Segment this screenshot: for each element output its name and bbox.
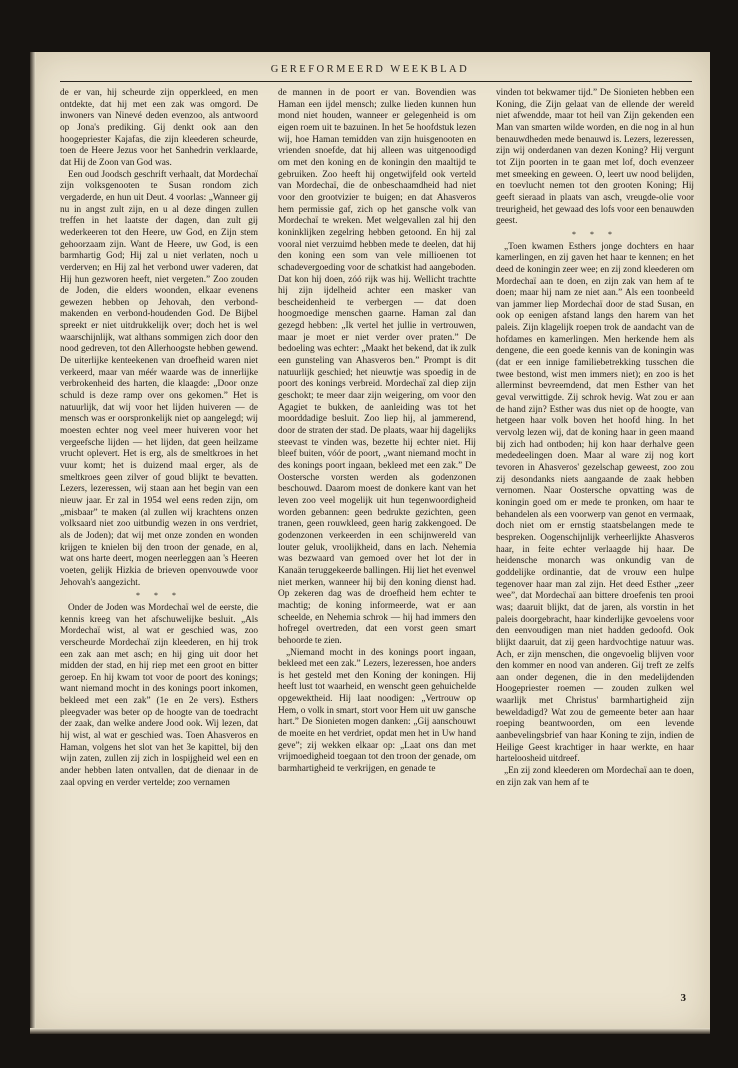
paragraph: de er van, hij scheurde zijn opperkleed, en men ontdekte, dat hij met een zak was omgord. De inwoners van Ninevé deden evenzoo, als antwoord op Jona's prediking. Gij denkt ook aan den hoogepriester Kajafas, die zijn kleederen scheurde, toen de Heere Jezus voor het Sanhedrin verklaarde, dat Hij de Zoon van God was. [60, 88, 258, 168]
text-column-1 [60, 88, 258, 993]
paragraph: „En zij zond kleederen om Mordechaï aan te doen, en zijn zak van hem af te [496, 766, 694, 788]
page-bottom-shadow [30, 1028, 710, 1034]
paragraph: „Niemand mocht in des konings poort ingaan, bekleed met een zak.” Lezers, lezeressen, hoe anders is het gesteld met den Koning der koningen. Hij heeft lust tot waarheid, en wenscht geen gehuichelde opgewektheid. Hij laat noodigen: „Vertrouw op Hem, o volk in smart, stort voor Hem uit uw gansche hart.” De Sionieten mogen danken: „Gij aanschouwt de moeite en het verdriet, opdat men het in Uw hand geve”; zij wekken elkaar op: „Laat ons dan met vrijmoedigheid toegaan tot den troon der genade, om barmhartigheid te verkrijgen, en genade te [278, 647, 476, 775]
newspaper-page [30, 52, 710, 1034]
paragraph: vinden tot bekwamer tijd.” De Sionieten hebben een Koning, die Zijn gelaat van de ellende der wereld niet afwendde, maar tot heil van Zijn gekenden een Man van smarten wilde worden, en die nog in al hun benauwdheden mede benauwd is. Lezers, lezeressen, zijn wij onderdanen van dezen Koning? Hij vergunt tot Zijn poorten in te gaan met lof, doch evenzeer met smeeking en geween. O, leert uw nood belijden, en toevlucht nemen tot den grooten Koning; Hij geeft sieraad in plaats van asch, vreugde-olie voor treurigheid, het gewaad des lofs voor een benauwden geest. [496, 88, 694, 227]
section-separator: * * * [572, 229, 618, 239]
section-separator: * * * [136, 591, 182, 601]
page-number: 3 [680, 992, 686, 1004]
page-edge-shadow [30, 52, 36, 1034]
paragraph: Een oud Joodsch geschrift verhaalt, dat Mordechaï zijn volksgenooten te Susan rondom zich vergaderde, en hun uit Deut. 4 voorlas: „Wanneer gij nu in angst zult zijn, en u al deze dingen zullen treffen in het laatste der dagen, dan zult gij wederkeeren tot den Heere, uw God, en Zijn stem gehoorzaam zijn. Want de Heere, uw God, is een barmhartig God; Hij zal u niet verlaten, noch u verderven; en Hij zal het verbond uwer vaderen, dat Hij hun gezworen heeft, niet vergeten.” Zoo zouden de Joden, die elders woonden, elkaar evenens gewezen hebben op Jehovah, den verbond-makenden en verbond-houdenden God. De Bijbel spreekt er niet uitdrukkelijk over; doch het is wel waarschijnlijk, wat althans sommigen zich door den nood gedreven, tot den Allerhoogste hebben gewend. De uiterlijke kenteekenen van droefheid waren niet verkeerd, maar van méér waarde was de innerlijke verbrokenheid des harten, die klaagde: „Door onze schuld is deze ramp over ons gekomen.” Het is natuurlijk, dat wij voor het lijden huiveren — de mensch was er oorspronkelijk niet op aangelegd; wij moesten echter nog veel meer huiveren voor het vergeefsche lijden — het lijden, dat geen heilzame vrucht oplevert. Het is erg, als de smeltkroes in het vuur komt; het is duizend maal erger, als de smeltkroes geen zilver of goud blijkt te bevatten. Lezers, lezeressen, wij staan aan het begin van een nieuw jaar. Er zal in 1954 wel eens reden zijn, om „misbaar” te maken (al zullen wij krachtens onzen volksaard niet zoo uitbundig wezen in ons verdriet, als de Joden); dat wij met onze zonden en wonden krijgen te knielen bij den troon der genade, en al, wat ons harte deert, mogen neerleggen aan 's Heeren voeten, gelijk Hizkia de brieven openvouwde voor Jehovah's aangezicht. [60, 169, 258, 588]
text-column-2 [278, 88, 476, 993]
paragraph: „Toen kwamen Esthers jonge dochters en haar kamerlingen, en zij gaven het haar te kennen; en het deed de koningin zeer wee; en zij zond kleederen om Mordechaï aan te doen, en zijn zak van hem af te doen; maar hij nam ze niet aan.” Als een toonbeeld van jammer liep Mordechaï door de stad Susan, en ook op eenigen afstand langs den harem van het paleis. Zijn klagelijk roepen trok de aandacht van de hofdames en kamerlingen. Men herkende hem als dengene, die een goede kennis van de koningin was (dat er een innige familiebetrekking tusschen die twee bestond, wist men immers niet); en zoo is het allerminst bevreemdend, dat men Esther van het geval verwittigde. Zij schrok hevig. Wat zou er aan de hand zijn? Esther was dus niet op de hoogte, van hetgeen haar volk boven het hoofd hing. In het vervolg lezen wij, dat de koning haar in geen maand bij zich had ontboden; hij kon haar derhalve geen mededeelingen doen. Maar al ware zij nog kort tevoren in Ahasveros' gezelschap geweest, zoo zou zij desondanks niets aangaande de zaak hebben vernomen. Naar Oostersche opvatting was de koningin goed om er mede te pronken, om haar te behandelen als een voorwerp van genot en vermaak, doch niet om er ernstig staatsbelangen mede te bespreken. Oogenschijnlijk verheerlijkte Ahasveros haar, in feite echter verlaagde hij haar. De heidensche monarch was onkundig van de goddelijke ordinantie, dat de vrouw een hulpe tegenover haar man zal zijn. Het deed Esther „zeer wee”, dat Mordechaï aan bittere droefenis ten prooi was; daaruit blijkt, dat de jaren, als vorstin in het paleis doorgebracht, haar kinderlijke gevoelens voor den eenvoudigen man niet hadden gedoofd. Ook blijkt daaruit, dat zij geen hardvochtige natuur was. Ach, er zijn menschen, die ongevoelig blijven voor den kommer en nood van anderen. Gij treft ze zelfs aan onder degenen, die in den medelijdenden Hoogepriester roemen — zouden zulken wel waarlijk met Christus' barmhartigheid zijn beweldadigd? Wat zou de gemeente beter aan haar roeping beantwoorden, om een levende aanbevelingsbrief van haar Koning te zijn, indien de Heilige Geest krachtiger in haar werkte, en haar harteloosheid uitdreef. [496, 241, 694, 765]
paragraph: Onder de Joden was Mordechaï wel de eerste, die kennis kreeg van het afschuwelijke besluit. „Als Mordechaï wist, al wat er geschied was, zoo verscheurde Mordechaï zijn kleederen, en hij trok een zak aan met asch; en hij ging uit door het midden der stad, en hij riep met een groot en bitter geroep. En hij kwam tot voor de poort des konings; want niemand mocht in des konings poort inkomen, bekleed met een zak” (1e en 2e vers). Esthers pleegvader was beter op de hoogte van de toedracht der zaak, dan welke andere Jood ook. Wij lezen, dat hij wist, al wat er geschied was. Toen Ahasveros en Haman, volgens het slot van het 3e kapittel, bij den wijn zaten, zullen zij zich in lospijgheid wel een en ander hebben laten ontvallen, dat de dienaar in de zaal opving en verder vertelde; zoo vernamen [60, 602, 258, 788]
page-header: GEREFORMEERD WEEKBLAD [270, 64, 470, 75]
text-column-3 [496, 88, 694, 968]
header-rule [60, 81, 692, 82]
paragraph: de mannen in de poort er van. Bovendien was Haman een ijdel mensch; zulke lieden kunnen hun mond niet houden, wanneer er gelegenheid is om eigen roem uit te bazuinen. In het 5e hoofdstuk lezen wij, hoe Haman temidden van zijn huisgenooten en vrienden snoefde, dat hij alleen was uitgenoodigd om met den koning en de koningin den maaltijd te gebruiken. Zoo heeft hij ongetwijfeld ook verteld van Mordechaï, die de onbeschaamdheid had niet voor den grootvizier te buigen; en dat Ahasveros hem permissie gaf, zich op het gansche volk van Mordechaï te wreken. Met welgevallen zal hij den koninklijken zegelring hebben getoond. En hij zal vooral niet verzuimd hebben mede te deelen, dat hij den koning een som van vele millioenen tot schadevergoeding voor de schatkist had aangeboden. Dat kon hij doen, zóó rijk was hij. Wellicht trachtte hij zijn ijdelheid achter een masker van bescheidenheid te verbergen — dat doen hoogmoedige menschen gaarne. Haman zal dan gezegd hebben: „Ik vertel het jullie in vertrouwen, maar je moet er niet verder over praten.” De bedoeling was echter: „Maakt het bekend, dat ik zulk een gunsteling van Ahasveros ben.” Prompt is dit natuurlijk geschied; het nieuwtje was spoedig in de poort des konings verbreid. Mordechaï zal diep zijn geschokt; te meer daar zijn weigering, om voor den Agagiet te bukken, de aanleiding was tot het moorddadige besluit. Zoo liep hij, al jammerend, door de straten der stad. De plaats, waar hij dagelijks steevast te vinden was, bezette hij echter niet. Hij bleef buiten, vóór de poort, „want niemand mocht in des konings poort ingaan, bekleed met een zak.” De Oostersche vorsten werden als godenzonen beschouwd. Daarom moest de donkere kant van het leven zoo veel mogelijk uit hun tegenwoordigheid worden gebannen: geen bedrukte gezichten, geen tranen, geen rouwkleed, geen harig zakkengoed. De godenzonen verkeerden in een schijnwereld van louter geluk, vroolijkheid, dans en lach. Nehemia was bezwaard van gemoed over het lot der in Kanaän teruggekeerde ballingen. Hij liet het evenwel niet merken, wanneer hij bij den koning dienst had. Op zekeren dag was de droefheid hem echter te machtig; de koning informeerde, wat er aan scheelde, en Nehemia schrok — hij had immers den hofregel overtreden, dat een vorst geen smart behoorde te zien. [278, 88, 476, 646]
